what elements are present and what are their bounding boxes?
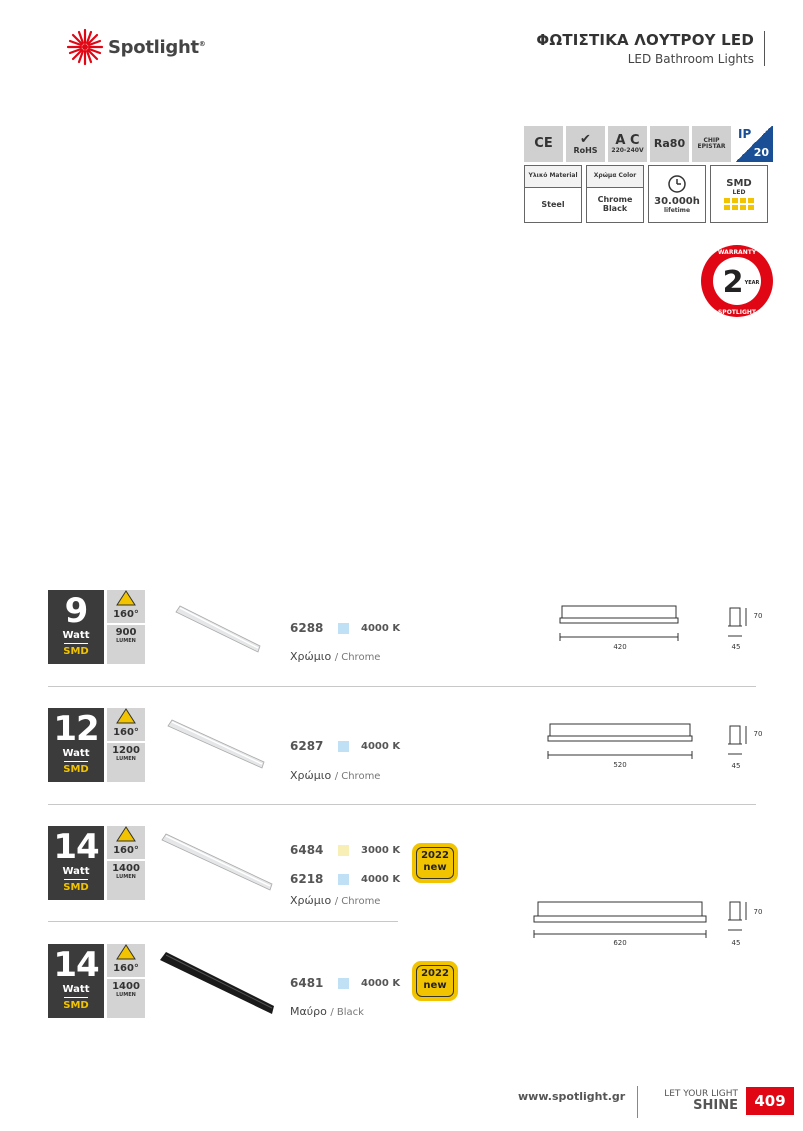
beam-angle-icon [116, 708, 136, 724]
led-dots-icon [724, 198, 754, 210]
lifetime-spec: 30.000h lifetime [648, 165, 706, 223]
finish-label: Μαύρο / Black [290, 1005, 364, 1018]
svg-text:YEAR: YEAR [744, 280, 760, 286]
product-image-black [156, 948, 282, 1018]
beam-angle-icon [116, 944, 136, 960]
dim-depth: 45 [731, 643, 741, 651]
smd-led-spec: SMD LED [710, 165, 768, 223]
rohs-icon: ✔ RoHS [566, 126, 605, 162]
side-profile-drawing [722, 898, 762, 938]
color-swatch [338, 874, 349, 885]
product-image-chrome [172, 600, 272, 658]
ce-mark-icon: CE [524, 126, 563, 162]
product-image-chrome [164, 716, 274, 774]
svg-text:SPOTLIGHT: SPOTLIGHT [717, 309, 757, 316]
dim-length: 520 [613, 761, 627, 769]
beam-lumen-box: 160° 1400 LUMEN [107, 944, 145, 1018]
new-2022-badge: 2022 new [412, 843, 458, 883]
ip-rating-icon: IP 20 [734, 126, 773, 162]
footer-divider [637, 1086, 638, 1118]
dimension-drawing [530, 898, 710, 944]
wattage-box: 14 Watt SMD [48, 944, 104, 1018]
page-title [536, 31, 765, 66]
divider [48, 804, 756, 805]
title-english: LED Bathroom Lights [627, 52, 754, 66]
title-greek: ΦΩΤΙΣΤΙΚΑ ΛΟΥΤΡΟΥ LED [536, 31, 754, 49]
dim-depth: 45 [731, 939, 741, 947]
product-code-line: 6218 4000 K [290, 872, 401, 886]
side-profile-drawing [722, 722, 762, 762]
beam-angle-icon [116, 826, 136, 842]
spec-icons [524, 126, 773, 223]
product-code-line: 6288 4000 K [290, 621, 401, 635]
material-spec: Υλικό Material Steel [524, 165, 582, 223]
beam-lumen-box: 160° 1200 LUMEN [107, 708, 145, 782]
divider [48, 686, 756, 687]
dim-depth: 45 [731, 762, 741, 770]
finish-label: Χρώμιο / Chrome [290, 650, 381, 663]
color-swatch [338, 741, 349, 752]
brand-logo [66, 28, 205, 66]
product-code-line: 6481 4000 K [290, 976, 401, 990]
color-swatch [338, 978, 349, 989]
footer-slogan: LET YOUR LIGHT SHINE [664, 1089, 738, 1113]
color-spec: Χρώμα Color Chrome Black [586, 165, 644, 223]
clock-icon [667, 174, 687, 194]
svg-text:WARRANTY: WARRANTY [717, 249, 757, 256]
spotlight-logo-icon [66, 28, 104, 66]
wattage-box: 14 Watt SMD [48, 826, 104, 900]
ra-index-icon: Ra80 [650, 126, 689, 162]
page-number: 409 [746, 1087, 794, 1115]
finish-label: Χρώμιο / Chrome [290, 769, 381, 782]
dim-length: 420 [613, 643, 627, 651]
dim-height: 70 [753, 908, 763, 916]
dim-height: 70 [753, 730, 763, 738]
beam-angle-icon [116, 590, 136, 606]
warranty-seal-icon [700, 244, 774, 318]
color-swatch [338, 845, 349, 856]
finish-label: Χρώμιο / Chrome [290, 894, 381, 907]
side-profile-drawing [722, 604, 762, 644]
svg-text:2: 2 [722, 265, 744, 300]
wattage-box: 9 Watt SMD [48, 590, 104, 664]
website-link[interactable]: www.spotlight.gr [518, 1090, 626, 1103]
product-code-line: 6287 4000 K [290, 739, 401, 753]
ac-voltage-icon: A C 220-240V [608, 126, 647, 162]
beam-lumen-box: 160° 1400 LUMEN [107, 826, 145, 900]
product-code-line: 6484 3000 K [290, 843, 401, 857]
brand-name: Spotlight® [108, 36, 206, 58]
new-2022-badge: 2022 new [412, 961, 458, 1001]
dim-height: 70 [753, 612, 763, 620]
wattage-box: 12 Watt SMD [48, 708, 104, 782]
beam-lumen-box: 160° 900 LUMEN [107, 590, 145, 664]
divider [48, 921, 398, 922]
color-swatch [338, 623, 349, 634]
product-image-chrome [158, 830, 282, 896]
chip-epistar-icon: CHIP EPISTAR [692, 126, 731, 162]
dim-length: 620 [613, 939, 627, 947]
